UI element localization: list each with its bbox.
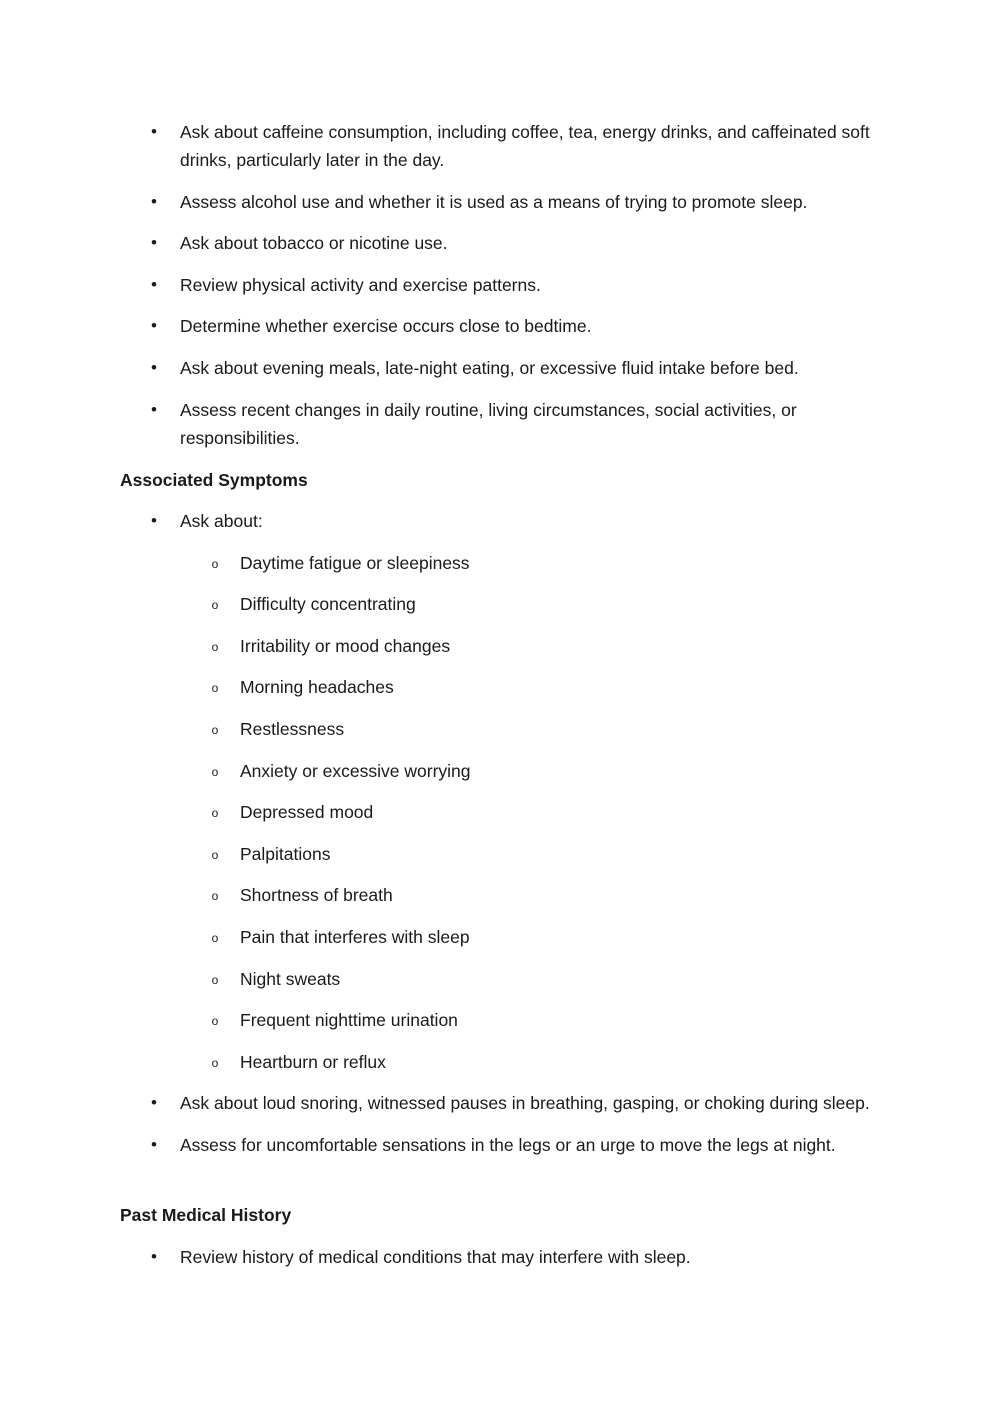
list-item-text: Ask about loud snoring, witnessed pauses in breathing, gasping, or choking during sleep.: [180, 1093, 870, 1114]
list-item-text: Assess alcohol use and whether it is used as a means of trying to promote sleep.: [180, 191, 808, 212]
lifestyle-bullet-list: [0, 118, 993, 465]
list-item: [0, 507, 993, 1076]
sub-list-item-text: Restlessness: [240, 718, 345, 739]
bullet-icon: •: [151, 233, 157, 253]
bullet-icon: •: [151, 399, 157, 419]
sub-list-item-text: Daytime fatigue or sleepiness: [240, 552, 470, 573]
circle-bullet-icon: o: [211, 722, 219, 737]
circle-bullet-icon: o: [211, 764, 219, 779]
circle-bullet-icon: o: [211, 847, 219, 862]
sub-list-item-text: Night sweats: [240, 968, 341, 989]
bullet-icon: •: [151, 274, 157, 294]
sub-list-item-text: Depressed mood: [240, 802, 374, 823]
sub-list-item: [0, 632, 875, 660]
sub-list-item-text: Pain that interferes with sleep: [240, 926, 470, 947]
list-item-text: Assess for uncomfortable sensations in the legs or an urge to move the legs at night.: [180, 1134, 836, 1155]
circle-bullet-icon: o: [211, 889, 219, 904]
section-heading-past-medical-history: Past Medical History: [120, 1205, 292, 1225]
sub-list-item: [0, 881, 875, 909]
circle-bullet-icon: o: [211, 972, 219, 987]
list-item: [0, 118, 993, 174]
sub-list-item: [0, 715, 875, 743]
sub-list-item-text: Difficulty concentrating: [240, 594, 416, 615]
list-item: [0, 1243, 993, 1271]
list-item: [0, 312, 993, 340]
circle-bullet-icon: o: [211, 1055, 219, 1070]
list-item: [0, 271, 993, 299]
past-medical-history-list: [0, 1243, 993, 1285]
list-item-text: Ask about evening meals, late-night eating, or excessive fluid intake before bed.: [180, 357, 799, 378]
bullet-icon: •: [151, 122, 157, 141]
bullet-icon: •: [151, 1134, 157, 1154]
circle-bullet-icon: o: [211, 930, 219, 945]
bullet-icon: •: [151, 357, 157, 377]
sub-list-item-text: Morning headaches: [240, 677, 394, 698]
list-item-text: Assess recent changes in daily routine, living circumstances, social activities, or responsibilities.: [180, 399, 797, 448]
symptom-sub-list: [0, 549, 875, 1076]
sub-list-item: [0, 923, 875, 951]
circle-bullet-icon: o: [211, 1014, 219, 1029]
sub-list-item-text: Heartburn or reflux: [240, 1051, 386, 1072]
sub-list-item: [0, 590, 875, 618]
list-item: [0, 396, 993, 452]
list-item: [0, 354, 993, 382]
sub-list-item-text: Anxiety or excessive worrying: [240, 760, 471, 781]
sub-list-item: [0, 673, 875, 701]
list-item-text: Ask about caffeine consumption, including coffee, tea, energy drinks, and caffeinated soft drinks, particularly later in the day.: [180, 122, 870, 170]
circle-bullet-icon: o: [211, 639, 219, 654]
sub-list-item-text: Irritability or mood changes: [240, 635, 451, 656]
sub-list-item: [0, 1006, 875, 1034]
list-item-text: Ask about tobacco or nicotine use.: [180, 233, 448, 254]
list-item-text: Review physical activity and exercise patterns.: [180, 274, 541, 295]
circle-bullet-icon: o: [211, 806, 219, 821]
bullet-icon: •: [151, 1093, 157, 1113]
list-item-text: Ask about:: [180, 511, 263, 531]
bullet-icon: •: [151, 511, 157, 530]
bullet-icon: •: [151, 191, 157, 211]
sub-list-item: [0, 549, 875, 577]
list-item-text: Determine whether exercise occurs close to bedtime.: [180, 316, 592, 337]
list-item: [0, 1089, 993, 1117]
associated-symptoms-list: [0, 507, 993, 1173]
circle-bullet-icon: o: [211, 681, 219, 696]
bullet-icon: •: [151, 1247, 157, 1266]
sub-list-item: [0, 757, 875, 785]
circle-bullet-icon: o: [211, 598, 219, 613]
sub-list-item: [0, 965, 875, 993]
sub-list-item-text: Palpitations: [240, 843, 331, 864]
sub-list-item-text: Frequent nighttime urination: [240, 1010, 458, 1031]
sub-list-item-text: Shortness of breath: [240, 885, 393, 906]
list-item-text: Review history of medical conditions that may interfere with sleep.: [180, 1247, 691, 1267]
circle-bullet-icon: o: [211, 556, 219, 571]
list-item: [0, 188, 993, 216]
section-heading-associated-symptoms: Associated Symptoms: [120, 470, 308, 490]
sub-list-item: [0, 798, 875, 826]
list-item: [0, 229, 993, 257]
list-item: [0, 1131, 993, 1159]
sub-list-item: [0, 1048, 875, 1076]
bullet-icon: •: [151, 316, 157, 336]
sub-list-item: [0, 840, 875, 868]
